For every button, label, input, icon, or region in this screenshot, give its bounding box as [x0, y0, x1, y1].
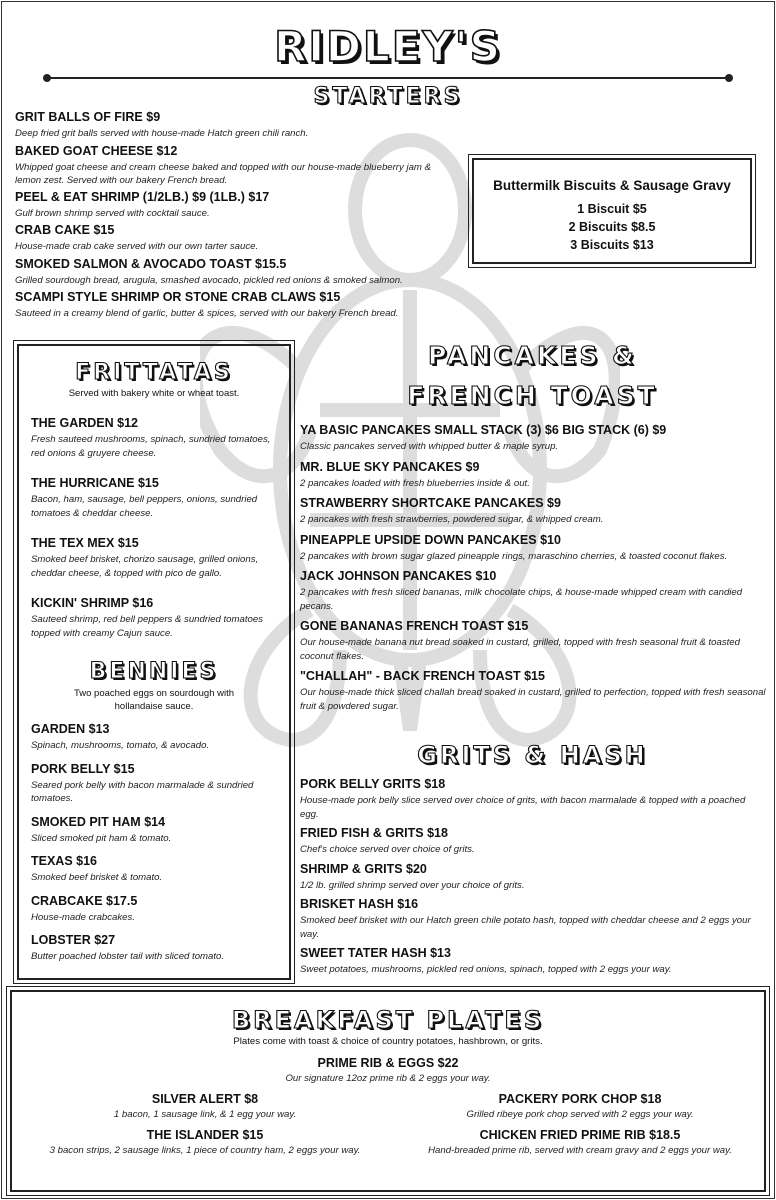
- item-name: BRISKET HASH $16: [300, 897, 419, 911]
- grits-item: [300, 946, 760, 977]
- grits-item: [300, 862, 760, 893]
- item-desc: Gulf brown shrimp served with cocktail sauce.: [15, 207, 210, 219]
- item-desc: Classic pancakes served with whipped butter & maple syrup.: [300, 441, 559, 452]
- pancakes-heading-line2: FRENCH TOAST: [407, 381, 658, 410]
- item-desc: Bacon, ham, sausage, bell peppers, onions, sundried tomatoes & cheddar cheese.: [31, 494, 258, 519]
- item-name: PORK BELLY $15: [31, 761, 135, 776]
- item-desc: Deep fried grit balls served with house-made Hatch green chili ranch.: [15, 128, 309, 139]
- item-desc: Smoked beef brisket, chorizo sausage, grilled onions, cheddar cheese, & topped with pico de gallo.: [31, 554, 259, 579]
- benny-item: [31, 894, 281, 925]
- pancake-item: [300, 423, 770, 454]
- pancakes-heading-line1: PANCAKES &: [428, 341, 637, 370]
- item-desc: Our signature 12oz prime rib & 2 eggs your way.: [285, 1073, 491, 1084]
- breakfast-right-column: [395, 1092, 765, 1157]
- biscuits-title: Buttermilk Biscuits & Sausage Gravy: [493, 178, 731, 193]
- item-name: GONE BANANAS FRENCH TOAST $15: [300, 619, 529, 633]
- title-rule-top: [48, 77, 728, 79]
- starter-item: [15, 223, 445, 254]
- item-name: THE GARDEN $12: [31, 416, 138, 430]
- bennies-heading: BENNIES: [89, 659, 219, 684]
- item-name: JACK JOHNSON PANCAKES $10: [300, 569, 497, 583]
- item-desc: Our house-made thick sliced challah bread soaked in custard, grilled to perfection, topped with fresh seasonal fruit & powdered sugar.: [300, 687, 766, 712]
- item-name: PEEL & EAT SHRIMP (1/2LB.) $9 (1LB.) $17: [15, 189, 270, 204]
- item-desc: Sweet potatoes, mushrooms, pickled red onions, spinach, topped with 2 eggs your way.: [300, 964, 672, 975]
- pancake-item: [300, 619, 770, 663]
- starter-item: [15, 144, 445, 188]
- item-name: SHRIMP & GRITS $20: [300, 861, 427, 876]
- frittata-item: [31, 596, 281, 640]
- item-desc: 3 bacon strips, 2 sausage links, 1 piece of country ham, 2 eggs your way.: [49, 1144, 361, 1156]
- item-name: MR. BLUE SKY PANCAKES $9: [300, 459, 480, 474]
- frittata-item: [31, 476, 281, 520]
- rule-dot-right: [725, 74, 733, 82]
- breakfast-heading: BREAKFAST PLATES: [231, 1006, 545, 1034]
- grits-list: [300, 777, 760, 977]
- breakfast-item: [20, 1128, 390, 1158]
- item-name: THE ISLANDER $15: [146, 1127, 264, 1142]
- item-desc: Our house-made banana nut bread soaked in custard, grilled, topped with fresh seasonal fruit & toasted coconut flakes.: [300, 637, 740, 662]
- rule-dot-left: [43, 74, 51, 82]
- item-name: PACKERY PORK CHOP $18: [498, 1092, 662, 1106]
- biscuit-option: 2 Biscuits $8.5: [568, 220, 656, 234]
- item-desc: Sauteed shrimp, red bell peppers & sundried tomatoes topped with creamy Cajun sauce.: [31, 614, 263, 639]
- item-desc: 2 pancakes with fresh strawberries, powdered sugar, & whipped cream.: [300, 514, 604, 525]
- breakfast-left-column: [20, 1092, 390, 1157]
- benny-item: [31, 933, 281, 964]
- item-name: LOBSTER $27: [31, 933, 116, 947]
- item-desc: Whipped goat cheese and cream cheese baked and topped with our house-made blueberry jam & lemon zest. Served with our bakery French bread.: [15, 161, 431, 186]
- biscuit-option: 1 Biscuit $5: [577, 202, 647, 216]
- biscuits-box: [472, 158, 752, 264]
- frittata-item: [31, 416, 281, 460]
- item-desc: House-made crabcakes.: [31, 911, 135, 923]
- biscuit-option: 3 Biscuits $13: [570, 238, 654, 252]
- breakfast-item: [395, 1092, 765, 1122]
- item-desc: Smoked beef brisket & tomato.: [31, 872, 163, 883]
- item-name: SWEET TATER HASH $13: [300, 946, 451, 960]
- item-name: PINEAPPLE UPSIDE DOWN PANCAKES $10: [300, 532, 561, 547]
- item-desc: Grilled ribeye pork chop served with 2 eggs your way.: [466, 1109, 694, 1120]
- benny-item: [31, 815, 281, 846]
- item-desc: Hand-breaded prime rib, served with cream gravy and 2 eggs your way.: [428, 1144, 732, 1156]
- item-name: YA BASIC PANCAKES SMALL STACK (3) $6 BIG STACK (6) $9: [300, 423, 667, 437]
- item-desc: 1 bacon, 1 sausage link, & 1 egg your way.: [113, 1109, 297, 1120]
- pancake-item: [300, 460, 770, 491]
- pancake-item: [300, 533, 770, 564]
- item-name: CRAB CAKE $15: [15, 223, 115, 237]
- breakfast-item: [395, 1128, 765, 1158]
- item-desc: Grilled sourdough bread, arugula, smashed avocado, pickled red onions & smoked salmon.: [15, 274, 403, 286]
- item-name: CRABCAKE $17.5: [31, 893, 138, 908]
- pancake-item: [300, 669, 770, 713]
- item-desc: Chef's choice served over choice of grits.: [300, 844, 475, 855]
- starter-item: [15, 190, 445, 221]
- starter-item: [15, 110, 445, 141]
- starter-item: [15, 290, 445, 321]
- grits-heading: GRITS & HASH: [417, 741, 648, 769]
- item-name: "CHALLAH" - BACK FRENCH TOAST $15: [300, 669, 545, 683]
- restaurant-title: RIDLEY'S: [274, 22, 502, 71]
- breakfast-center-item: [10, 1056, 766, 1086]
- item-desc: Sauteed in a creamy blend of garlic, butter & spices, served with our bakery French bread.: [15, 308, 399, 319]
- breakfast-subtitle: Plates come with toast & choice of country potatoes, hashbrown, or grits.: [233, 1036, 543, 1047]
- frittata-item: [31, 536, 281, 580]
- item-name: KICKIN' SHRIMP $16: [31, 596, 154, 610]
- item-name: THE TEX MEX $15: [31, 536, 139, 550]
- item-desc: House-made pork belly slice served over choice of grits, with bacon marmalade & topped with a poached egg.: [300, 795, 746, 820]
- item-name: TEXAS $16: [31, 854, 98, 868]
- item-name: GARDEN $13: [31, 722, 110, 736]
- grits-item: [300, 777, 760, 821]
- benny-item: [31, 854, 281, 885]
- starter-item: [15, 257, 445, 288]
- item-desc: 2 pancakes with brown sugar glazed pineapple rings, maraschino cherries, & toasted coconut flakes.: [300, 550, 728, 562]
- item-desc: Sliced smoked pit ham & tomato.: [31, 832, 172, 844]
- benny-item: [31, 762, 281, 806]
- item-desc: Fresh sauteed mushrooms, spinach, sundried tomatoes, red onions & gruyere cheese.: [31, 434, 271, 459]
- pancake-item: [300, 569, 770, 613]
- item-desc: Smoked beef brisket with our Hatch green chile potato hash, topped with cheddar cheese and 2 eggs your way.: [300, 915, 751, 940]
- item-desc: 2 pancakes loaded with fresh blueberries inside & out.: [300, 477, 530, 489]
- item-desc: Seared pork belly with bacon marmalade & sundried tomatoes.: [31, 779, 254, 804]
- benny-item: [31, 722, 281, 753]
- item-name: GRIT BALLS OF FIRE $9: [15, 110, 161, 124]
- pancakes-list: [300, 423, 770, 713]
- item-name: SILVER ALERT $8: [151, 1092, 259, 1106]
- item-desc: Spinach, mushrooms, tomato, & avocado.: [31, 740, 210, 751]
- item-name: PRIME RIB & EGGS $22: [317, 1056, 459, 1070]
- item-name: CHICKEN FRIED PRIME RIB $18.5: [479, 1127, 681, 1142]
- pancake-item: [300, 496, 770, 527]
- frittatas-list: [31, 416, 281, 640]
- item-desc: 1/2 lb. grilled shrimp served over your choice of grits.: [300, 879, 525, 891]
- item-desc: House-made crab cake served with our own tarter sauce.: [15, 241, 259, 252]
- grits-item: [300, 826, 760, 857]
- item-name: SMOKED PIT HAM $14: [31, 814, 166, 829]
- starters-heading: STARTERS: [313, 84, 463, 109]
- item-name: FRIED FISH & GRITS $18: [300, 826, 448, 840]
- bennies-subtitle: Two poached eggs on sourdough with hollandaise sauce.: [73, 688, 235, 712]
- grits-item: [300, 897, 760, 941]
- item-name: STRAWBERRY SHORTCAKE PANCAKES $9: [300, 496, 561, 510]
- item-name: THE HURRICANE $15: [31, 476, 159, 490]
- item-desc: Butter poached lobster tail with sliced tomato.: [31, 951, 225, 962]
- frittatas-subtitle: Served with bakery white or wheat toast.: [68, 388, 240, 399]
- item-name: PORK BELLY GRITS $18: [300, 777, 446, 791]
- item-desc: 2 pancakes with fresh sliced bananas, milk chocolate chips, & house-made whipped cream with candied pecans.: [300, 587, 743, 612]
- frittatas-heading: FRITTATAS: [75, 360, 233, 385]
- item-name: BAKED GOAT CHEESE $12: [15, 143, 178, 158]
- item-name: SMOKED SALMON & AVOCADO TOAST $15.5: [15, 256, 287, 271]
- starters-list: [15, 110, 445, 321]
- breakfast-item: [20, 1092, 390, 1122]
- bennies-list: [31, 722, 281, 964]
- item-name: SCAMPI STYLE SHRIMP OR STONE CRAB CLAWS $15: [15, 290, 341, 304]
